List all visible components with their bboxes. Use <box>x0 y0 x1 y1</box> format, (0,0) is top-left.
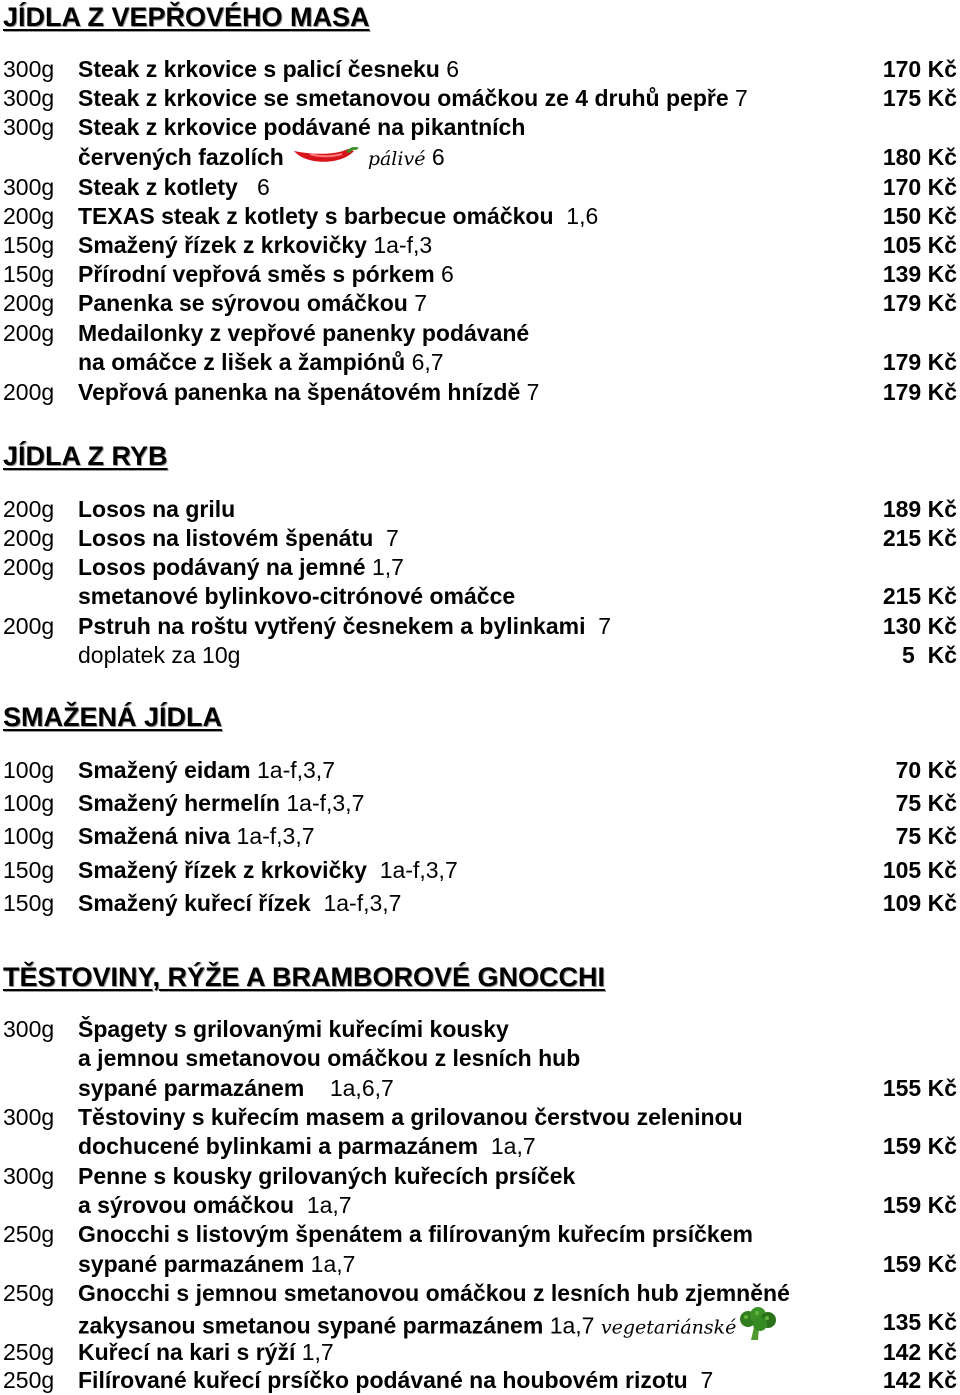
item-price: 105 Kč <box>882 232 957 258</box>
menu-item <box>0 259 960 289</box>
menu-item-cont <box>0 581 960 611</box>
item-price: 130 Kč <box>882 613 957 639</box>
item-price: 135 Kč <box>882 1309 957 1335</box>
item-name: Smažená niva <box>78 823 231 849</box>
menu-item <box>0 494 960 524</box>
item-name-line2: a jemnou smetanovou omáčkou z lesních hub <box>78 1045 581 1071</box>
menu-item <box>0 318 960 348</box>
item-name: Steak z kotlety <box>78 174 238 200</box>
item-allergens: 1a,7 <box>306 1192 352 1218</box>
item-allergens: 7 <box>735 85 748 111</box>
item-name-line2: červených fazolích <box>78 144 284 170</box>
item-name-line2: dochucené bylinkami a parmazánem <box>78 1133 479 1159</box>
item-weight: 200g <box>3 290 55 316</box>
menu-item <box>0 754 960 787</box>
item-price: 75 Kč <box>895 823 957 849</box>
item-allergens: 7 <box>526 379 540 405</box>
item-price: 159 Kč <box>882 1251 957 1277</box>
item-allergens: 6 <box>441 261 454 287</box>
item-allergens: 1a-f,3 <box>373 232 433 258</box>
item-price: 215 Kč <box>882 583 957 609</box>
menu-item <box>0 54 960 84</box>
item-price: 155 Kč <box>882 1075 957 1101</box>
item-name: Gnocchi s listovým špenátem a filírovaným kuřecím prsíčkem <box>78 1221 753 1247</box>
section-title-pasta: TĚSTOVINY, RÝŽE A BRAMBOROVÉ GNOCCHI <box>3 962 606 992</box>
item-weight: 150g <box>3 857 55 883</box>
item-name: Smažený kuřecí řízek <box>78 890 311 916</box>
item-weight: 300g <box>3 114 55 140</box>
item-price: 150 Kč <box>882 203 957 229</box>
menu-item-cont <box>0 1190 960 1220</box>
section-title-pork: JÍDLA Z VEPŘOVÉHO MASA <box>3 2 370 32</box>
menu-item-extra <box>0 640 960 670</box>
item-price: 105 Kč <box>882 857 957 883</box>
item-weight: 300g <box>3 1104 55 1130</box>
item-allergens: 1,6 <box>566 203 599 229</box>
item-name: Smažený hermelín <box>78 790 280 816</box>
menu-item <box>0 1365 960 1395</box>
menu-item <box>0 1219 960 1249</box>
item-allergens: 7 <box>598 613 612 639</box>
item-weight: 100g <box>3 823 55 849</box>
menu-item <box>0 83 960 113</box>
menu-item-cont <box>0 1249 960 1279</box>
item-name: Losos na grilu <box>78 496 236 522</box>
item-price: 175 Kč <box>882 85 957 111</box>
section-title-fried: SMAŽENÁ JÍDLA <box>3 702 223 732</box>
item-price: 5 Kč <box>902 642 957 668</box>
menu-item <box>0 172 960 202</box>
item-name: Těstoviny s kuřecím masem a grilovanou čerstvou zeleninou <box>78 1104 743 1130</box>
chili-pepper-icon <box>290 143 360 174</box>
item-allergens: 1a,7 <box>490 1133 536 1159</box>
item-weight: 300g <box>3 1016 55 1042</box>
item-weight: 300g <box>3 85 55 111</box>
item-allergens: 1a-f,3,7 <box>379 857 458 883</box>
menu-item <box>0 201 960 231</box>
item-weight: 200g <box>3 554 55 580</box>
menu-item <box>0 523 960 553</box>
item-price: 180 Kč <box>882 144 957 170</box>
menu-item <box>0 112 960 142</box>
item-allergens: 1a,7 <box>310 1251 356 1277</box>
menu-item-cont <box>0 1073 960 1103</box>
item-name: Smažený řízek z krkovičky <box>78 232 367 258</box>
item-allergens: 1a-f,3,7 <box>323 890 402 916</box>
item-name-line2: sypané parmazánem <box>78 1251 305 1277</box>
item-name: Penne s kousky grilovaných kuřecích prsíček <box>78 1163 576 1189</box>
item-weight: 100g <box>3 757 55 783</box>
menu-item-cont <box>0 142 960 172</box>
item-weight: 300g <box>3 56 55 82</box>
item-allergens: 7 <box>700 1367 714 1393</box>
menu-item <box>0 820 960 853</box>
item-price: 109 Kč <box>882 890 957 916</box>
item-price: 75 Kč <box>895 790 957 816</box>
menu-item <box>0 377 960 407</box>
item-allergens: 1a-f,3,7 <box>236 823 315 849</box>
item-allergens: 1a,6,7 <box>329 1075 394 1101</box>
item-price: 189 Kč <box>882 496 957 522</box>
item-allergens: 6 <box>256 174 270 200</box>
item-weight: 200g <box>3 496 55 522</box>
item-price: 179 Kč <box>882 349 957 375</box>
item-weight: 250g <box>3 1280 55 1306</box>
item-weight: 250g <box>3 1367 55 1393</box>
item-weight: 150g <box>3 890 55 916</box>
menu-item-cont <box>0 1043 960 1073</box>
item-name: Filírované kuřecí prsíčko podávané na houbovém rizotu <box>78 1367 688 1393</box>
menu-item <box>0 1161 960 1191</box>
item-allergens: 6,7 <box>411 349 444 375</box>
item-name-line2: a sýrovou omáčkou <box>78 1192 295 1218</box>
item-allergens: 1,7 <box>301 1339 334 1365</box>
menu-item <box>0 1278 960 1308</box>
item-allergens: 6 <box>431 144 445 170</box>
item-price: 142 Kč <box>882 1339 957 1365</box>
menu-item-cont <box>0 1307 960 1337</box>
item-weight: 150g <box>3 232 55 258</box>
item-name-line3: sypané parmazánem <box>78 1075 305 1101</box>
item-weight: 150g <box>3 261 55 287</box>
item-price: 179 Kč <box>882 290 957 316</box>
item-weight: 200g <box>3 320 55 346</box>
item-name: Panenka se sýrovou omáčkou <box>78 290 408 316</box>
item-name: Steak z krkovice se smetanovou omáčkou ze 4 druhů pepře <box>78 85 729 111</box>
item-price: 170 Kč <box>882 56 957 82</box>
item-name: Smažený eidam <box>78 757 251 783</box>
item-allergens: 1a,7 <box>549 1312 595 1339</box>
item-weight: 200g <box>3 525 55 551</box>
item-allergens: 1,7 <box>371 554 404 580</box>
item-price: 170 Kč <box>882 174 957 200</box>
section-title-fish: JÍDLA Z RYB <box>3 441 168 471</box>
menu-item <box>0 1014 960 1044</box>
menu-item-cont <box>0 1131 960 1161</box>
item-allergens: 6 <box>446 56 460 82</box>
item-name: Pstruh na roštu vytřený česnekem a bylinkami <box>78 613 586 639</box>
item-name: Steak z krkovice podávané na pikantních <box>78 114 526 140</box>
item-name: Steak z krkovice s palicí česneku <box>78 56 440 82</box>
menu-item <box>0 1102 960 1132</box>
item-allergens: 1a-f,3,7 <box>256 757 335 783</box>
menu-item <box>0 1337 960 1367</box>
item-name: Medailonky z vepřové panenky podávané <box>78 320 530 346</box>
item-weight: 250g <box>3 1339 55 1365</box>
menu-item <box>0 288 960 318</box>
item-name-line2: zakysanou smetanou sypané parmazánem <box>78 1312 544 1339</box>
item-name: Kuřecí na kari s rýží <box>78 1339 296 1365</box>
item-name: Losos na listovém špenátu <box>78 525 374 551</box>
item-name: TEXAS steak z kotlety s barbecue omáčkou <box>78 203 554 229</box>
vegetarian-label: vegetariánské <box>600 1316 737 1339</box>
item-name: Gnocchi s jemnou smetanovou omáčkou z lesních hub zjemněné <box>78 1280 790 1306</box>
menu-item-cont <box>0 347 960 377</box>
menu-item <box>0 230 960 260</box>
item-allergens: 7 <box>386 525 399 551</box>
item-name: Losos podávaný na jemné <box>78 554 366 580</box>
item-weight: 200g <box>3 379 55 405</box>
menu-item <box>0 887 960 920</box>
item-name: Špagety s grilovanými kuřecími kousky <box>78 1016 509 1042</box>
extra-charge-label: doplatek za 10g <box>78 642 241 668</box>
item-weight: 100g <box>3 790 55 816</box>
item-price: 159 Kč <box>882 1133 957 1159</box>
menu-item <box>0 854 960 887</box>
menu-item <box>0 611 960 641</box>
item-weight: 200g <box>3 613 55 639</box>
item-allergens: 7 <box>414 290 427 316</box>
item-price: 142 Kč <box>882 1367 957 1393</box>
menu-item <box>0 787 960 820</box>
item-weight: 300g <box>3 174 55 200</box>
item-allergens: 1a-f,3,7 <box>286 790 365 816</box>
item-price: 215 Kč <box>882 525 957 551</box>
item-name-line2: na omáčce z lišek a žampiónů <box>78 349 406 375</box>
item-weight: 300g <box>3 1163 55 1189</box>
item-name: Vepřová panenka na špenátovém hnízdě <box>78 379 521 405</box>
item-weight: 250g <box>3 1221 55 1247</box>
item-price: 139 Kč <box>882 261 957 287</box>
item-price: 179 Kč <box>882 379 957 405</box>
item-price: 70 Kč <box>895 757 957 783</box>
item-name: Přírodní vepřová směs s pórkem <box>78 261 435 287</box>
item-weight: 200g <box>3 203 55 229</box>
menu-item <box>0 552 960 582</box>
item-price: 159 Kč <box>882 1192 957 1218</box>
spicy-label: pálivé <box>367 148 426 170</box>
item-name-line2: smetanové bylinkovo-citrónové omáčce <box>78 583 516 609</box>
item-name: Smažený řízek z krkovičky <box>78 857 367 883</box>
